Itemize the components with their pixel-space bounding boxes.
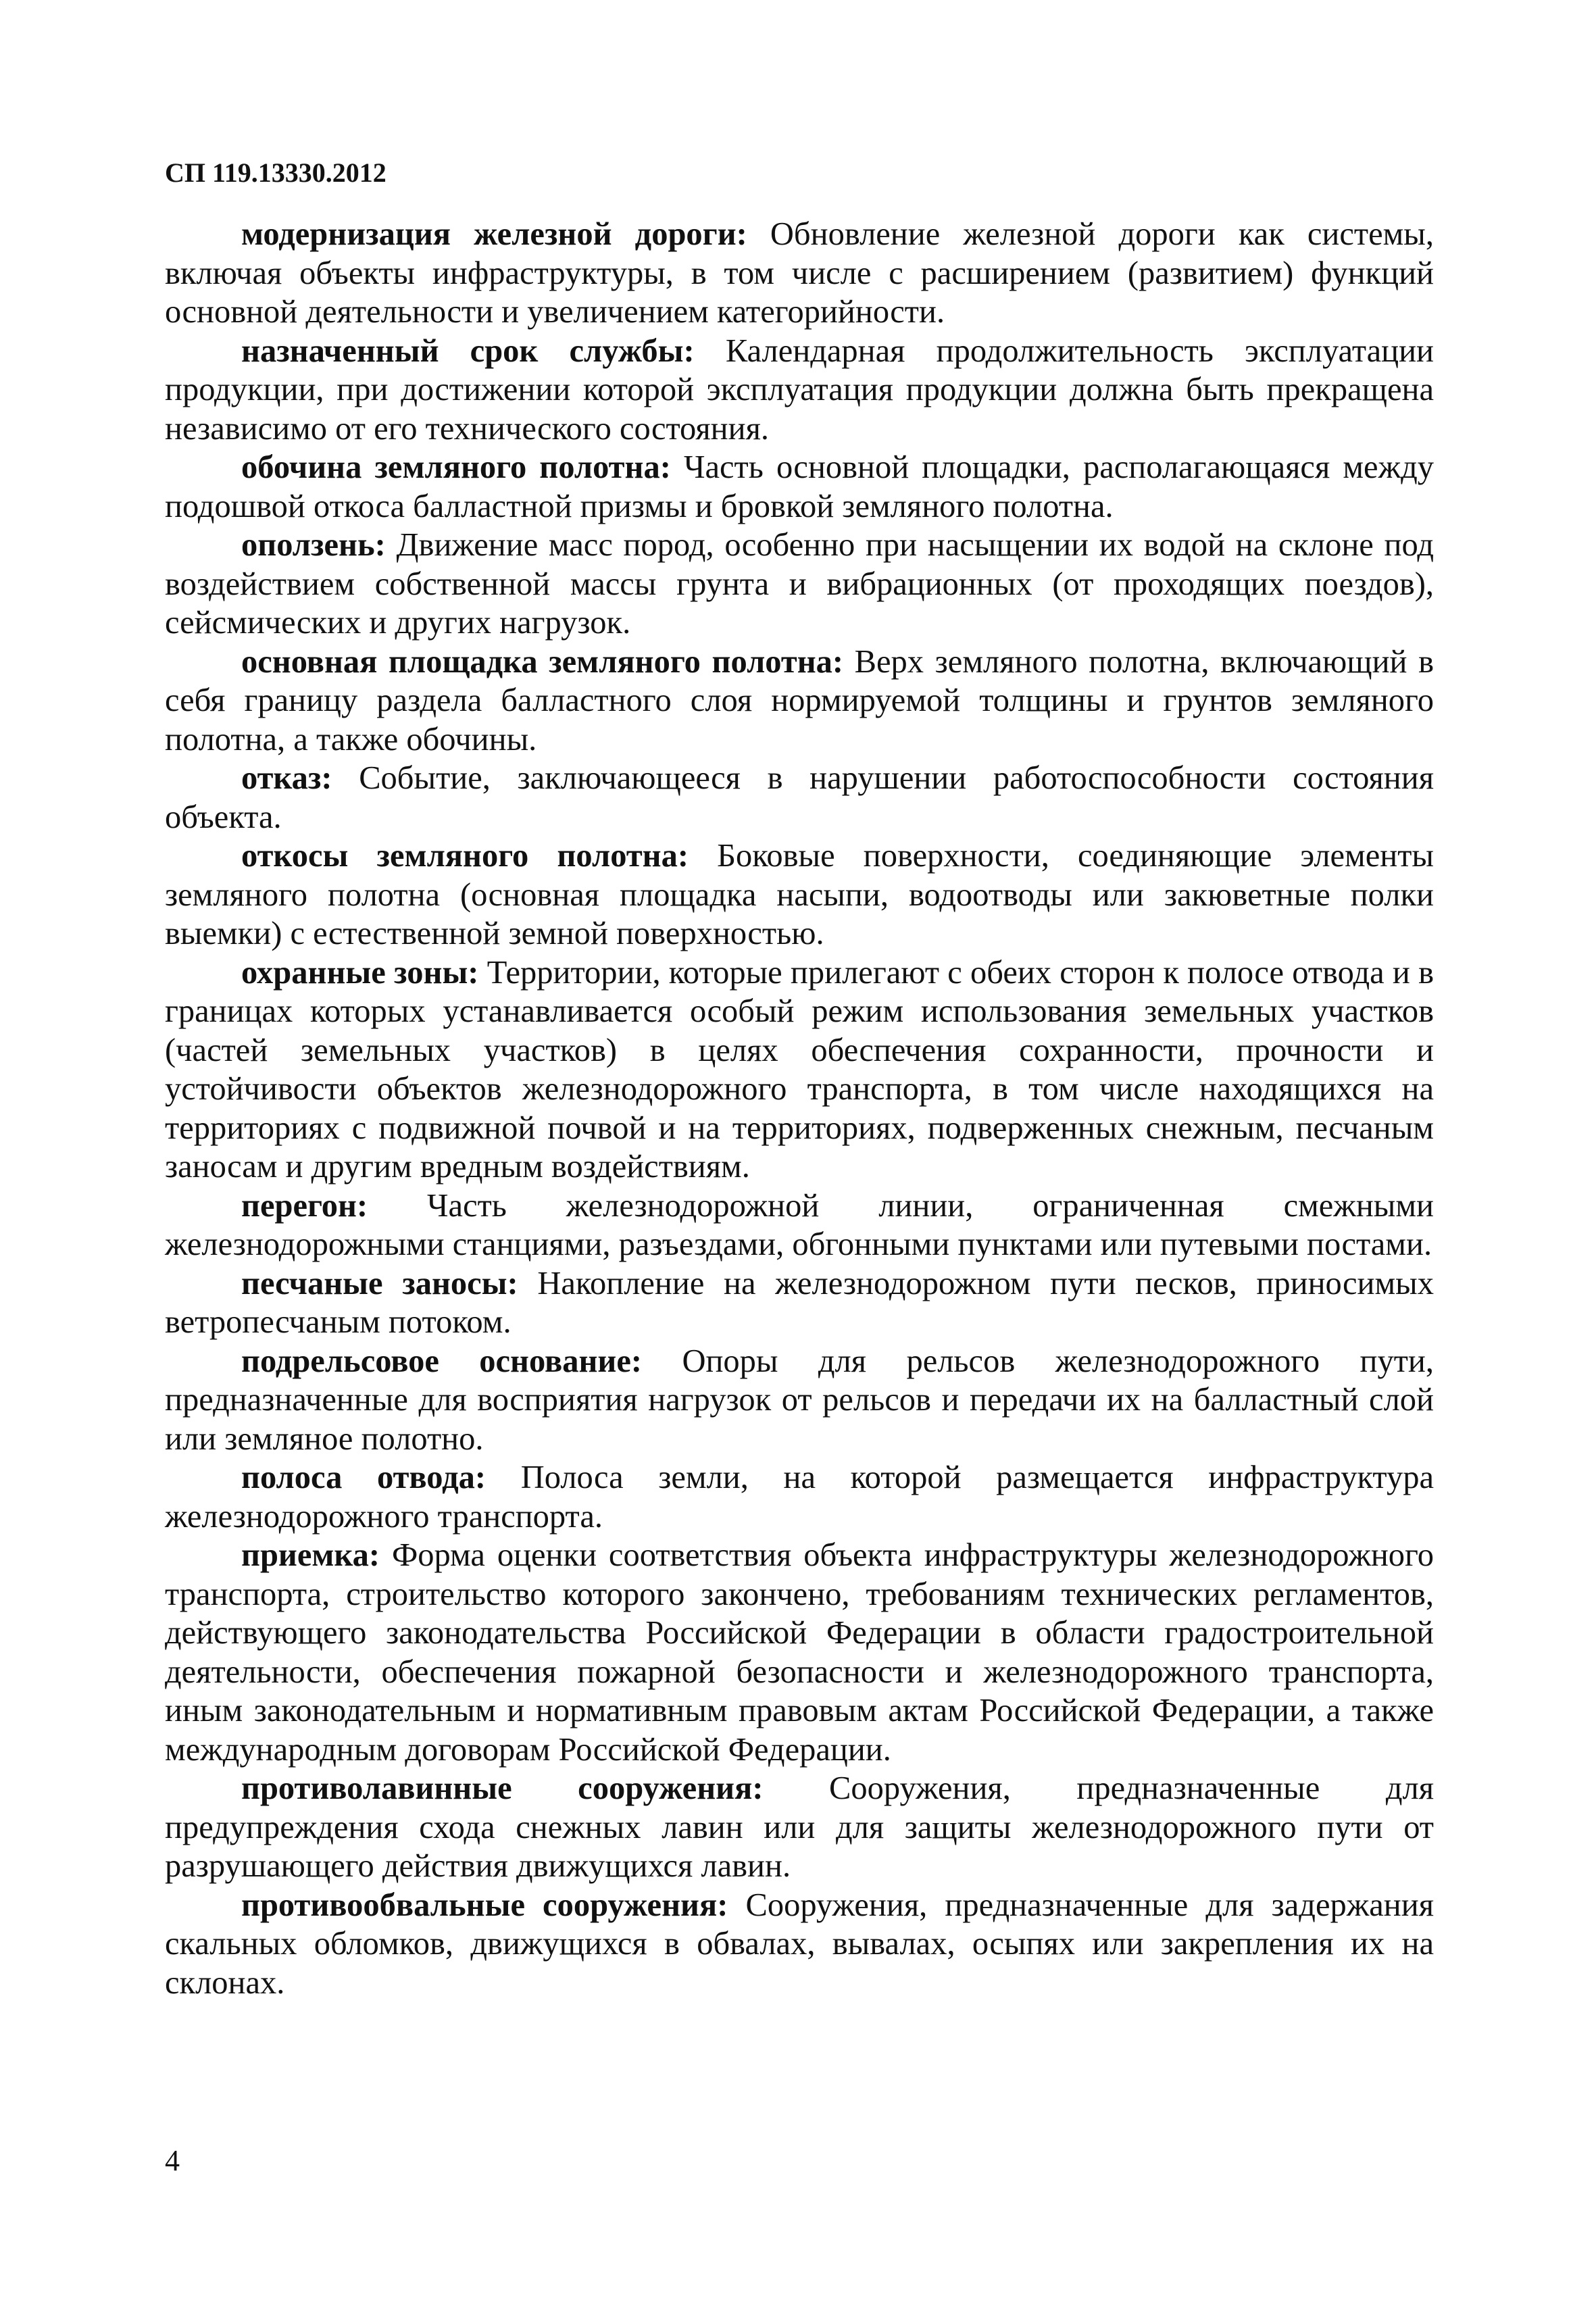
definition-entry bbox=[165, 1886, 1434, 2003]
definition-entry bbox=[165, 1342, 1434, 1459]
definition-entry bbox=[165, 643, 1434, 760]
page-number: 4 bbox=[165, 2144, 180, 2177]
definition-text: Сооружения, предназначенные для задержания скальных обломков, движущихся в обвалах, вывалах, осыпях или закрепления их на склонах. bbox=[165, 1887, 1435, 2001]
term: модернизация железной дороги: bbox=[241, 216, 747, 252]
term: противолавинные сооружения: bbox=[241, 1770, 764, 1806]
term: отказ: bbox=[241, 760, 332, 796]
term: приемка: bbox=[241, 1537, 380, 1573]
definition-text: Полоса земли, на которой размещается инфраструктура железнодорожного транспорта. bbox=[165, 1460, 1435, 1535]
definition-text: Движение масс пород, особенно при насыщении их водой на склоне под воздействием собственной массы грунта и вибрационных (от проходящих поездов), сейсмических и других нагрузок. bbox=[165, 527, 1434, 641]
term: песчаные заносы: bbox=[241, 1265, 518, 1301]
term: назначенный срок службы: bbox=[241, 332, 695, 369]
definition-entry bbox=[165, 1536, 1434, 1769]
definition-entry bbox=[165, 1458, 1434, 1536]
definition-entry bbox=[165, 837, 1434, 953]
definition-entry bbox=[165, 1187, 1434, 1264]
definition-entry bbox=[165, 448, 1434, 526]
term: обочина земляного полотна: bbox=[241, 449, 671, 485]
definition-text: Событие, заключающееся в нарушении работоспособности состояния объекта. bbox=[165, 760, 1434, 835]
definition-text: Часть железнодорожной линии, ограниченная смежными железнодорожными станциями, разъездами, обгонными пунктами или путевыми постами. bbox=[165, 1187, 1435, 1262]
term: полоса отвода: bbox=[241, 1460, 487, 1495]
definition-entry bbox=[165, 332, 1434, 449]
definitions-list bbox=[165, 215, 1434, 2002]
term: оползень: bbox=[241, 527, 386, 563]
definition-text: Территории, которые прилегают с обеих сторон к полосе отвода и в границах которых устанавливается особый режим использования земельных участков (частей земельных участков) в целях обеспечения сохранности, прочности и устойчивости объектов железнодорожного транспорта, в том числе находящихся на территориях с подвижной почвой и на территориях, подверженных снежным, песчаным заносам и другим вредным воздействиям. bbox=[165, 954, 1435, 1185]
definition-text: Сооружения, предназначенные для предупреждения схода снежных лавин или для защиты железнодорожного пути от разрушающего действия движущихся лавин. bbox=[165, 1770, 1435, 1884]
term: противообвальные сооружения: bbox=[241, 1887, 728, 1923]
definition-text: Накопление на железнодорожном пути песков, приносимых ветропесчаным потоком. bbox=[165, 1265, 1434, 1340]
document-code: СП 119.13330.2012 bbox=[165, 157, 386, 188]
definition-text: Опоры для рельсов железнодорожного пути, предназначенные для восприятия нагрузок от рельсов и передачи их на балластный слой или земляное полотно. bbox=[165, 1343, 1435, 1457]
definition-entry bbox=[165, 953, 1434, 1187]
term: охранные зоны: bbox=[241, 954, 479, 991]
definition-entry bbox=[165, 215, 1434, 332]
definition-entry bbox=[165, 526, 1434, 643]
term: перегон: bbox=[241, 1187, 368, 1224]
definition-text: Форма оценки соответствия объекта инфраструктуры железнодорожного транспорта, строительство которого закончено, требованиям технических регламентов, действующего законодательства Российской Федерации в области градостроительной деятельности, обеспечения пожарной безопасности и железнодорожного транспорта, иным законодательным и нормативным правовым актам Российской Федерации, а также международным договорам Российской Федерации. bbox=[165, 1537, 1434, 1768]
definition-entry bbox=[165, 1769, 1434, 1886]
term: откосы земляного полотна: bbox=[241, 838, 689, 874]
definition-text: Верх земляного полотна, включающий в себя границу раздела балластного слоя нормируемой толщины и грунтов земляного полотна, а также обочины. bbox=[165, 643, 1434, 757]
definition-text: Часть основной площадки, располагающаяся между подошвой откоса балластной призмы и бровкой земляного полотна. bbox=[165, 449, 1435, 524]
definition-text: Календарная продолжительность эксплуатации продукции, при достижении которой эксплуатация продукции должна быть прекращена независимо от его технического состояния. bbox=[165, 332, 1434, 447]
term: основная площадка земляного полотна: bbox=[241, 643, 844, 680]
definition-entry bbox=[165, 759, 1434, 837]
definition-text: Обновление железной дороги как системы, включая объекты инфраструктуры, в том числе с расширением (развитием) функций основной деятельности и увеличением категорийности. bbox=[165, 216, 1435, 330]
definition-entry bbox=[165, 1264, 1434, 1342]
term: подрельсовое основание: bbox=[241, 1343, 643, 1379]
definition-text: Боковые поверхности, соединяющие элементы земляного полотна (основная площадка насыпи, водоотводы или закюветные полки выемки) с естественной земной поверхностью. bbox=[165, 838, 1434, 951]
